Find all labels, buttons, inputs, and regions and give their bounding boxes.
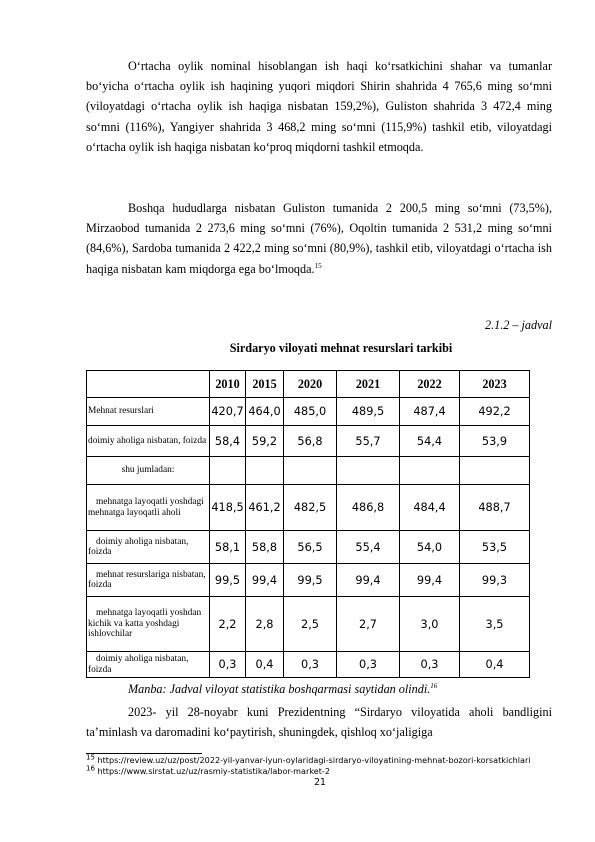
table-row: [87, 531, 530, 564]
table-row: [87, 398, 530, 426]
table-cell: [246, 457, 284, 485]
header-cell-label: [87, 371, 210, 398]
table-cell: 55,4: [337, 531, 400, 564]
table-cell: 2,8: [246, 597, 284, 652]
table-cell: 487,4: [400, 398, 460, 426]
table-header-row: [87, 371, 530, 398]
table-row: [87, 485, 530, 531]
table-cell: 482,5: [284, 485, 337, 531]
row-label: mehnatga layoqatli yoshdagi mehnatga layoqatli aholi: [87, 485, 210, 531]
table-cell: 55,7: [337, 426, 400, 457]
footnote-link[interactable]: https://review.uz/uz/post/2022-yil-yanvar-iyun-oylaridagi-sirdaryo-viloyatining-mehnat-bozori-korsatkichlari: [97, 755, 531, 765]
footnote-link[interactable]: https://www.sirstat.uz/uz/rasmiy-statistika/labor-market-2: [97, 766, 330, 776]
table-cell: 53,9: [460, 426, 530, 457]
table-cell: 99,4: [337, 564, 400, 597]
table-cell: 56,5: [284, 531, 337, 564]
table-cell: 99,4: [246, 564, 284, 597]
table-cell: 0,3: [337, 652, 400, 678]
table-cell: 3,5: [460, 597, 530, 652]
footnote-16: $^{16}$ https://www.sirstat.uz/uz/rasmiy-statistika/labor-market-2: [86, 764, 330, 776]
table-cell: 486,8: [337, 485, 400, 531]
table-cell: 0,4: [460, 652, 530, 678]
table-cell: 420,7: [210, 398, 246, 426]
table-cell: 484,4: [400, 485, 460, 531]
table-cell: 54,0: [400, 531, 460, 564]
table-cell: 54,4: [400, 426, 460, 457]
table-cell: 2,7: [337, 597, 400, 652]
row-label: Mehnat resurslari: [87, 398, 210, 426]
table-row: [87, 426, 530, 457]
table-cell: 2,5: [284, 597, 337, 652]
table-row: [87, 457, 530, 485]
table-cell: [284, 457, 337, 485]
paragraph-presidential-decree: 2023- yil 28-noyabr kuni Prezidentning “Sirdaryo viloyatida aholi bandligini ta’minlash va daromadini ko‘paytirish, shuningdek, qishloq xo‘jaligiga: [86, 705, 552, 740]
table-cell: 99,3: [460, 564, 530, 597]
table-cell: [337, 457, 400, 485]
footnote-15: $^{15}$ https://review.uz/uz/post/2022-yil-yanvar-iyun-oylaridagi-sirdaryo-viloyatining-mehnat-bozori-korsatkichlari: [86, 753, 531, 765]
table-cell: 99,5: [210, 564, 246, 597]
table-row: [87, 597, 530, 652]
row-label: doimiy aholiga nisbatan, foizda: [87, 652, 210, 678]
row-label: doimiy aholiga nisbatan, foizda: [87, 426, 210, 457]
table-cell: 461,2: [246, 485, 284, 531]
table-cell: 56,8: [284, 426, 337, 457]
table-cell: 58,1: [210, 531, 246, 564]
row-label: mehnat resurslariga nisbatan, foizda: [87, 564, 210, 597]
table-cell: 485,0: [284, 398, 337, 426]
table-cell: 489,5: [337, 398, 400, 426]
table-cell: [460, 457, 530, 485]
table-cell: 418,5: [210, 485, 246, 531]
table-row: [87, 652, 530, 678]
table-cell: 58,4: [210, 426, 246, 457]
table-cell: [400, 457, 460, 485]
header-cell-year: 2021: [337, 371, 400, 398]
labor-resources-table: [86, 370, 530, 678]
paragraph-salary-districts: Boshqa hududlarga nisbatan Guliston tumanida 2 200,5 ming so‘mni (73,5%), Mirzaobod tumanida 2 273,6 ming so‘mni (76%), Oqoltin tumanida 2 531,2 ming so‘mni (84,6%), Sardoba tumanida 2 422,2 ming so‘mni (80,9%), tashkil etib, viloyatdagi o‘rtacha ish haqiga nisbatan kam miqdorga ega bo‘lmoqda.$^{15}$: [86, 201, 552, 276]
header-cell-year: 2010: [210, 371, 246, 398]
table-cell: 0,3: [400, 652, 460, 678]
table-cell: 0,3: [284, 652, 337, 678]
row-label: doimiy aholiga nisbatan, foizda: [87, 531, 210, 564]
page-number: 21: [314, 777, 326, 788]
header-cell-year: 2022: [400, 371, 460, 398]
header-cell-year: 2023: [460, 371, 530, 398]
table-source: Manba: Jadval viloyat statistika boshqarmasi saytidan olindi.$^{16}$: [128, 681, 438, 696]
paragraph-salary-cities: O‘rtacha oylik nominal hisoblangan ish haqi ko‘rsatkichini shahar va tumanlar bo‘yicha o‘rtacha oylik ish haqining yuqori miqdori Shirin shahrida 4 765,6 ming so‘mni (viloyatdagi o‘rtacha oylik ish haqiga nisbatan 159,2%), Guliston shahrida 3 472,4 ming so‘mni (116%), Yangiyer shahrida 3 468,2 ming so‘mni (115,9%) tashkil etib, viloyatdagi o‘rtacha oylik ish haqiga nisbatan ko‘proq miqdorni tashkil etmoqda.: [86, 59, 552, 154]
table-cell: 58,8: [246, 531, 284, 564]
table-cell: 53,5: [460, 531, 530, 564]
table-cell: 0,4: [246, 652, 284, 678]
row-label: mehnatga layoqatli yoshdan kichik va katta yoshdagi ishlovchilar: [87, 597, 210, 652]
table-cell: 3,0: [400, 597, 460, 652]
table-cell: 492,2: [460, 398, 530, 426]
table-cell: 464,0: [246, 398, 284, 426]
header-cell-year: 2020: [284, 371, 337, 398]
row-label: shu jumladan:: [87, 457, 210, 485]
table-cell: 488,7: [460, 485, 530, 531]
table-reference: 2.1.2 – jadval: [484, 318, 552, 332]
header-cell-year: 2015: [246, 371, 284, 398]
table-cell: 59,2: [246, 426, 284, 457]
table-cell: 2,2: [210, 597, 246, 652]
footnote-ref-16: 16: [430, 681, 438, 690]
table-cell: [210, 457, 246, 485]
footnote-separator: [86, 753, 202, 754]
table-cell: 0,3: [210, 652, 246, 678]
footnote-ref-15: 15: [314, 261, 322, 270]
table-row: [87, 564, 530, 597]
table-cell: 99,5: [284, 564, 337, 597]
table-cell: 99,4: [400, 564, 460, 597]
table-caption: Sirdaryo viloyati mehnat resurslari tarkibi: [229, 341, 453, 355]
